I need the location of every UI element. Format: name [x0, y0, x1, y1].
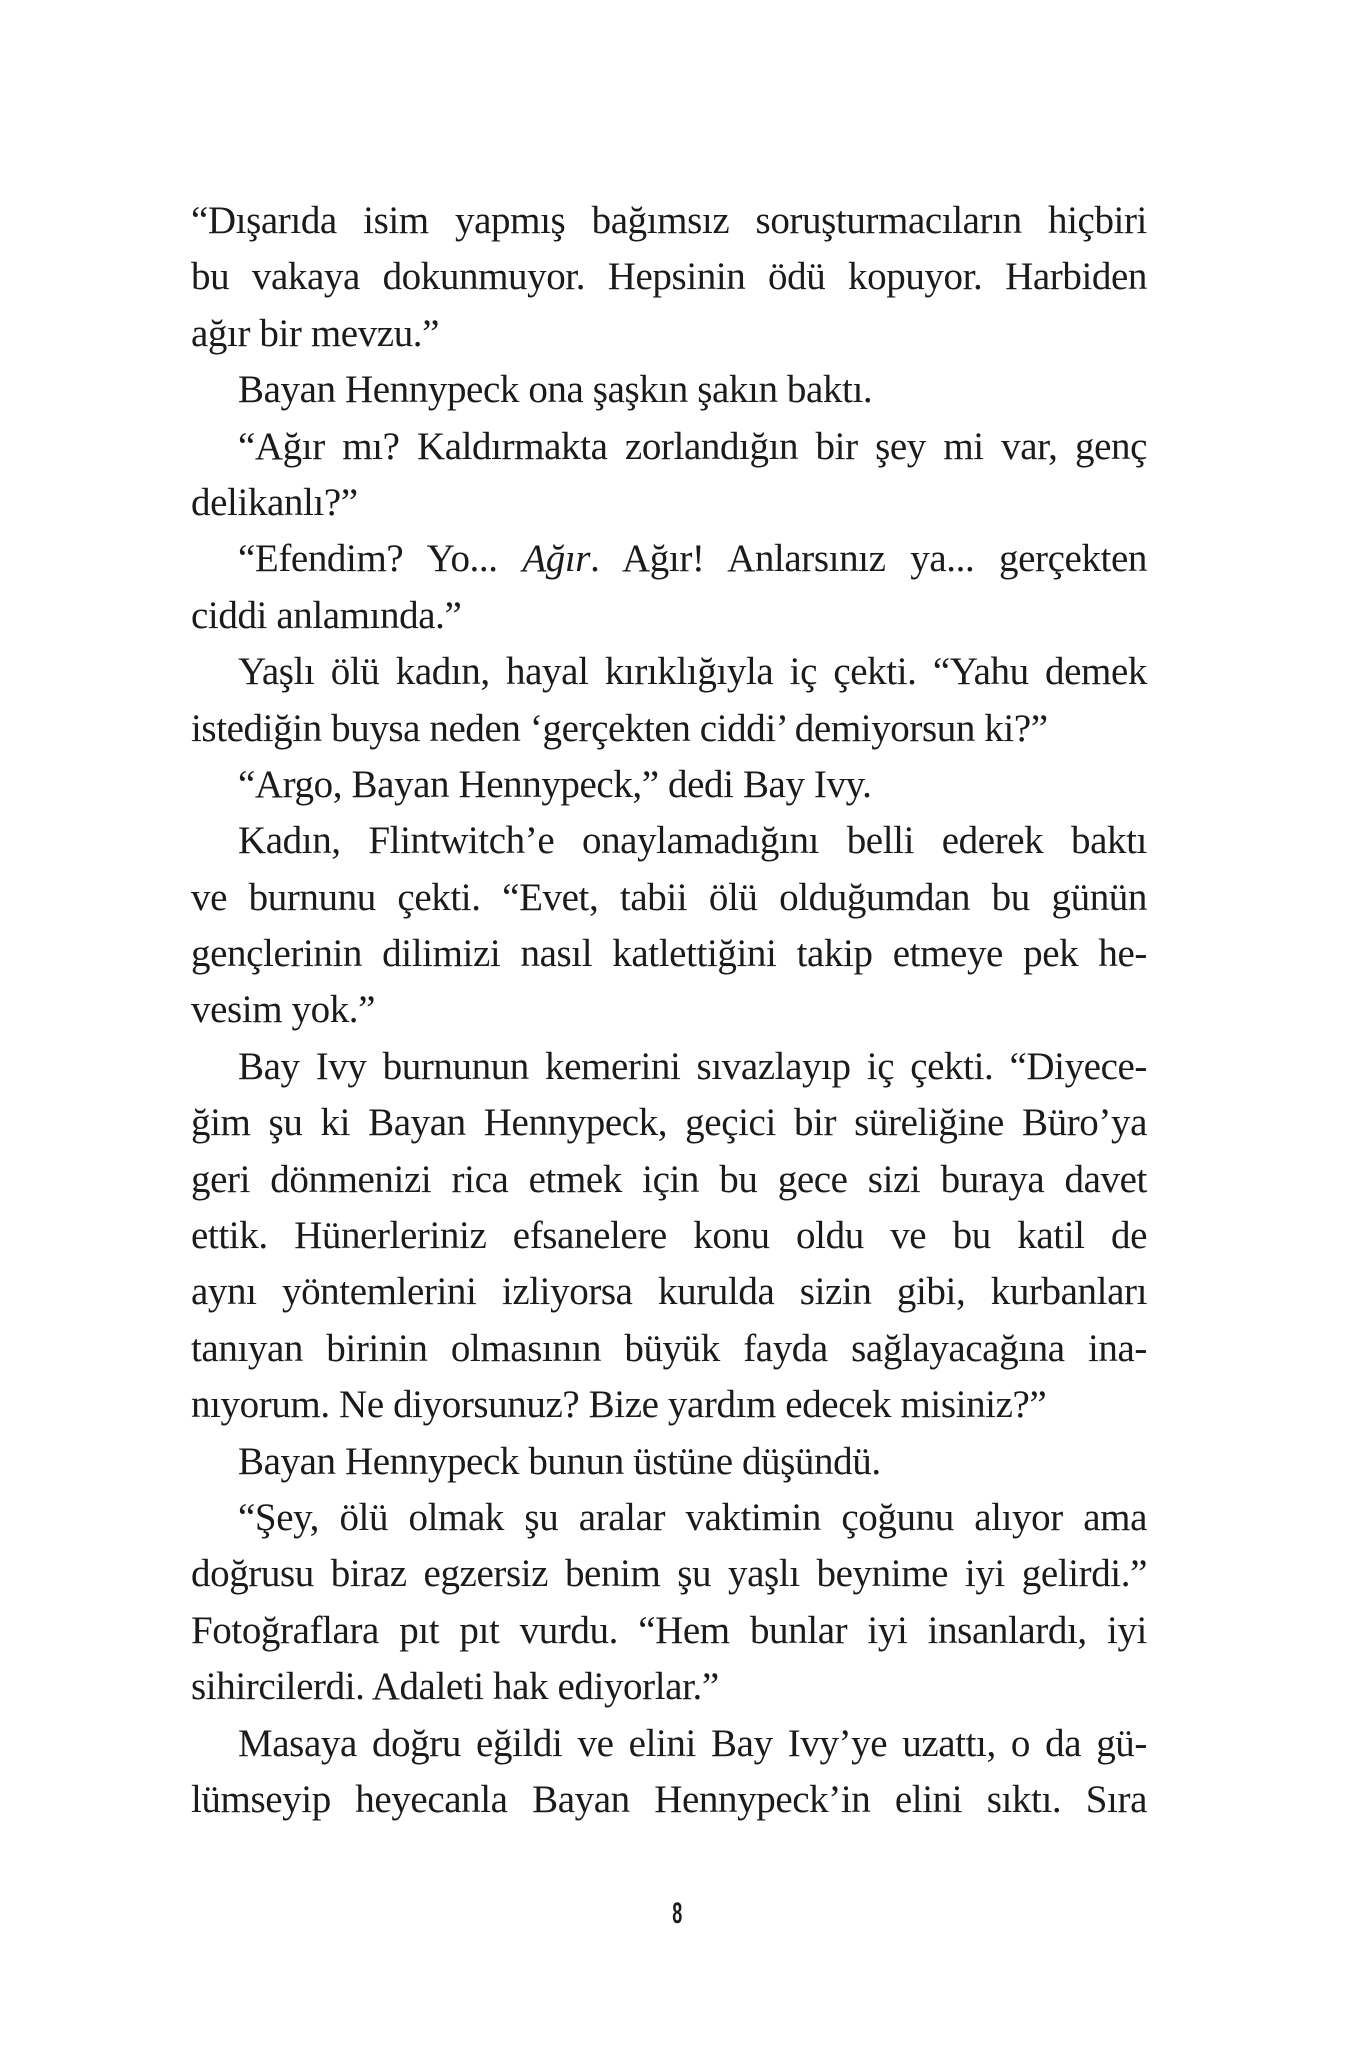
text-line: tanıyan birinin olmasının büyük fayda sağlayacağına ina-: [191, 1326, 1147, 1370]
text-line: vesim yok.”: [191, 988, 376, 1032]
text-line: gençlerinin dilimizi nasıl katlettiğini takip etmeye pek he-: [191, 932, 1147, 976]
text-line: Masaya doğru eğildi ve elini Bay Ivy’ye uzattı, o da gü-: [238, 1721, 1147, 1765]
text-line: ciddi anlamında.”: [191, 593, 462, 637]
text-line: “Dışarıda isim yapmış bağımsız soruşturmacıların hiçbiri: [191, 199, 1147, 242]
text-line: “Argo, Bayan Hennypeck,” dedi Bay Ivy.: [238, 762, 872, 806]
text-line: bu vakaya dokunmuyor. Hepsinin ödü kopuyor. Harbiden: [191, 255, 1147, 299]
text-line: Kadın, Flintwitch’e onaylamadığını belli ederek baktı: [238, 819, 1147, 863]
text-line: Fotoğraflara pıt pıt vurdu. “Hem bunlar iyi insanlardı, iyi: [191, 1608, 1147, 1652]
text-line: istediğin buysa neden ‘gerçekten ciddi’ demiyorsun ki?”: [191, 706, 1048, 750]
text-line: ğim şu ki Bayan Hennypeck, geçici bir süreliğine Büro’ya: [191, 1101, 1147, 1145]
text-line: delikanlı?”: [191, 480, 358, 524]
text-line: aynı yöntemlerini izliyorsa kurulda sizin gibi, kurbanları: [191, 1270, 1147, 1314]
text-line: geri dönmenizi rica etmek için bu gece sizi buraya davet: [191, 1157, 1147, 1201]
text-line: doğrusu biraz egzersiz benim şu yaşlı beynime iyi gelirdi.”: [191, 1552, 1147, 1596]
text-line: Yaşlı ölü kadın, hayal kırıklığıyla iç çekti. “Yahu demek: [238, 650, 1147, 694]
page-number: 8: [672, 1897, 683, 1930]
text-segment: “Efendim? Yo...: [238, 537, 523, 581]
italic-emphasis: Ağır: [522, 537, 591, 581]
text-line: nıyorum. Ne diyorsunuz? Bize yardım edecek misiniz?”: [191, 1383, 1047, 1427]
text-line: Bay Ivy burnunun kemerini sıvazlayıp iç çekti. “Diyece-: [238, 1044, 1147, 1088]
text-line: lümseyip heyecanla Bayan Hennypeck’in elini sıktı. Sıra: [191, 1777, 1147, 1821]
text-line: Bayan Hennypeck ona şaşkın şakın baktı.: [238, 368, 873, 412]
text-segment: . Ağır! Anlarsınız ya... gerçekten: [590, 537, 1148, 581]
text-line: Bayan Hennypeck bunun üstüne düşündü.: [238, 1439, 881, 1483]
body-text: [191, 193, 1147, 1828]
text-line: “Ağır mı? Kaldırmakta zorlandığın bir şey mi var, genç: [238, 424, 1147, 468]
text-line: ağır bir mevzu.”: [191, 311, 440, 355]
text-line: “Şey, ölü olmak şu aralar vaktimin çoğunu alıyor ama: [238, 1495, 1147, 1539]
text-line: ve burnunu çekti. “Evet, tabii ölü olduğumdan bu günün: [191, 875, 1147, 919]
text-line: sihircilerdi. Adaleti hak ediyorlar.”: [191, 1665, 719, 1709]
text-line: ettik. Hünerleriniz efsanelere konu oldu ve bu katil de: [191, 1214, 1147, 1258]
text-line: [191, 531, 1147, 587]
